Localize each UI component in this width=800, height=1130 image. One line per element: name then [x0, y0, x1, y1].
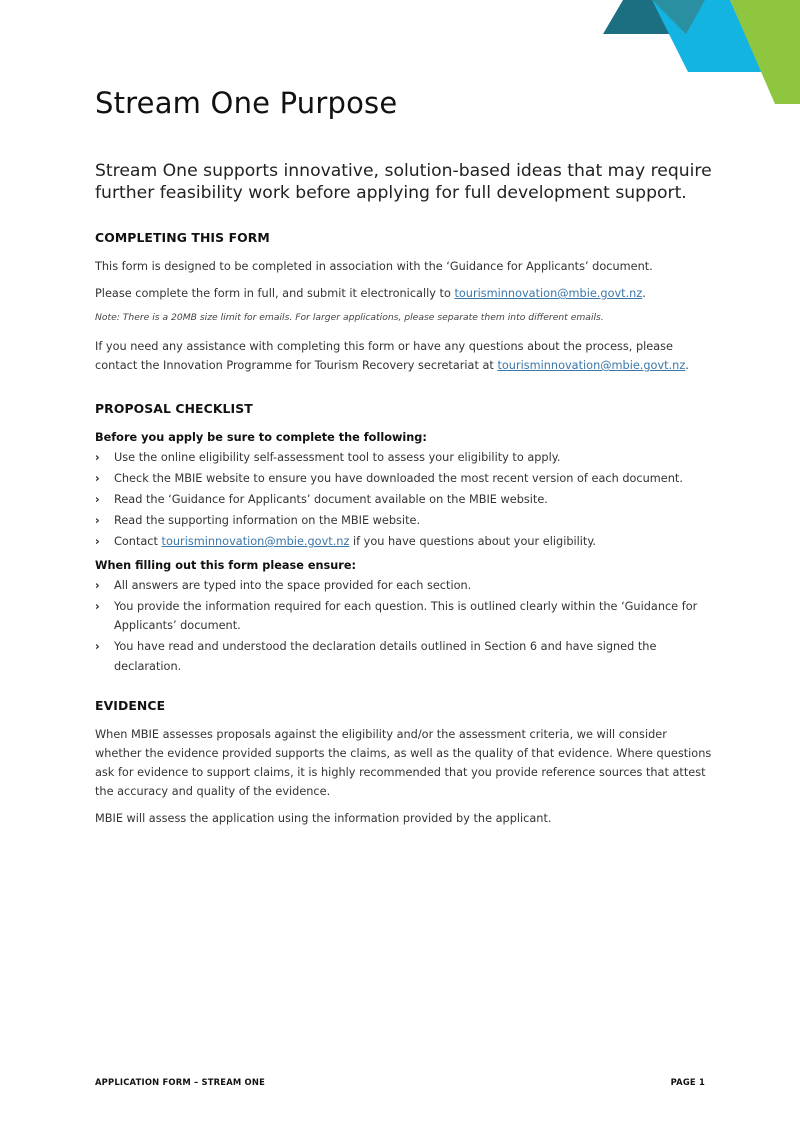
list-item	[95, 469, 715, 489]
chevron-right-icon: ›	[95, 535, 100, 548]
list-item	[95, 597, 715, 636]
chevron-right-icon: ›	[95, 514, 100, 527]
completing-heading: COMPLETING THIS FORM	[95, 230, 270, 245]
completing-section	[95, 228, 715, 375]
evidence-section	[95, 696, 715, 828]
completing-paragraph-3-text: If you need any assistance with completing this form or have any questions about the process, please contact the Innovation Programme for Tourism Recovery secretariat at	[95, 340, 674, 372]
evidence-paragraph-2: MBIE will assess the application using the information provided by the applicant.	[95, 812, 552, 825]
list-item-text: Read the ‘Guidance for Applicants’ document available on the MBIE website.	[114, 493, 548, 506]
completing-paragraph-1: This form is designed to be completed in association with the ‘Guidance for Applicants’ document.	[95, 260, 653, 273]
chevron-right-icon: ›	[95, 599, 100, 613]
chevron-right-icon: ›	[95, 640, 100, 653]
list-item	[95, 637, 715, 676]
completing-paragraph-2	[95, 284, 715, 303]
filling-out-heading: When filling out this form please ensure:	[95, 558, 357, 572]
page-footer	[95, 1077, 705, 1087]
footer-page-number: PAGE 1	[670, 1077, 705, 1087]
completing-paragraph-3	[95, 337, 715, 375]
chevron-right-icon: ›	[95, 493, 100, 506]
list-item	[95, 448, 715, 468]
checklist-section	[95, 399, 715, 676]
intro-paragraph: Stream One supports innovative, solution-based ideas that may require further feasibility work before applying for full development support.	[95, 161, 712, 203]
email-size-note: Note: There is a 20MB size limit for emails. For larger applications, please separate them into different emails.	[95, 312, 604, 323]
list-item-text: Contact	[114, 535, 162, 548]
chevron-right-icon: ›	[95, 472, 100, 485]
checklist-heading: PROPOSAL CHECKLIST	[95, 401, 253, 416]
footer-form-name: APPLICATION FORM – STREAM ONE	[95, 1077, 265, 1087]
page-title: Stream One Purpose	[95, 86, 398, 120]
main-content	[95, 228, 715, 836]
list-item-text-end: if you have questions about your eligibility.	[349, 535, 597, 548]
list-item-text: All answers are typed into the space provided for each section.	[114, 578, 472, 592]
secretariat-email-link[interactable]: tourisminnovation@mbie.govt.nz	[497, 359, 686, 372]
chevron-right-icon: ›	[95, 451, 100, 464]
eligibility-email-link[interactable]: tourisminnovation@mbie.govt.nz	[161, 535, 350, 548]
filling-out-list	[95, 576, 715, 677]
submission-email-link[interactable]: tourisminnovation@mbie.govt.nz	[454, 287, 643, 300]
list-item-text: You have read and understood the declaration details outlined in Section 6 and have signed the declaration.	[114, 640, 657, 673]
list-item-text: Use the online eligibility self-assessment tool to assess your eligibility to apply.	[114, 451, 561, 464]
completing-paragraph-2-text: Please complete the form in full, and submit it electronically to	[95, 287, 455, 300]
list-item-text: Read the supporting information on the MBIE website.	[114, 514, 421, 527]
list-item-text: You provide the information required for each question. This is outlined clearly within the ‘Guidance for Applicants’ document.	[114, 599, 698, 632]
before-apply-heading: Before you apply be sure to complete the following:	[95, 431, 427, 444]
completing-paragraph-2-end: .	[642, 287, 646, 300]
list-item	[95, 576, 715, 596]
evidence-heading: EVIDENCE	[95, 698, 166, 713]
evidence-paragraph-1: When MBIE assesses proposals against the eligibility and/or the assessment criteria, we will consider whether the evidence provided supports the claims, as well as the quality of that evidence. Where questions ask for evidence to support claims, it is highly recommended that you provide reference sources that attest the accuracy and quality of the evidence.	[95, 728, 712, 798]
list-item-text: Check the MBIE website to ensure you have downloaded the most recent version of each document.	[114, 472, 683, 485]
list-item	[95, 511, 715, 531]
completing-paragraph-3-end: .	[685, 359, 689, 372]
list-item	[95, 532, 715, 552]
chevron-right-icon: ›	[95, 578, 100, 592]
list-item	[95, 490, 715, 510]
before-apply-list	[95, 448, 715, 552]
